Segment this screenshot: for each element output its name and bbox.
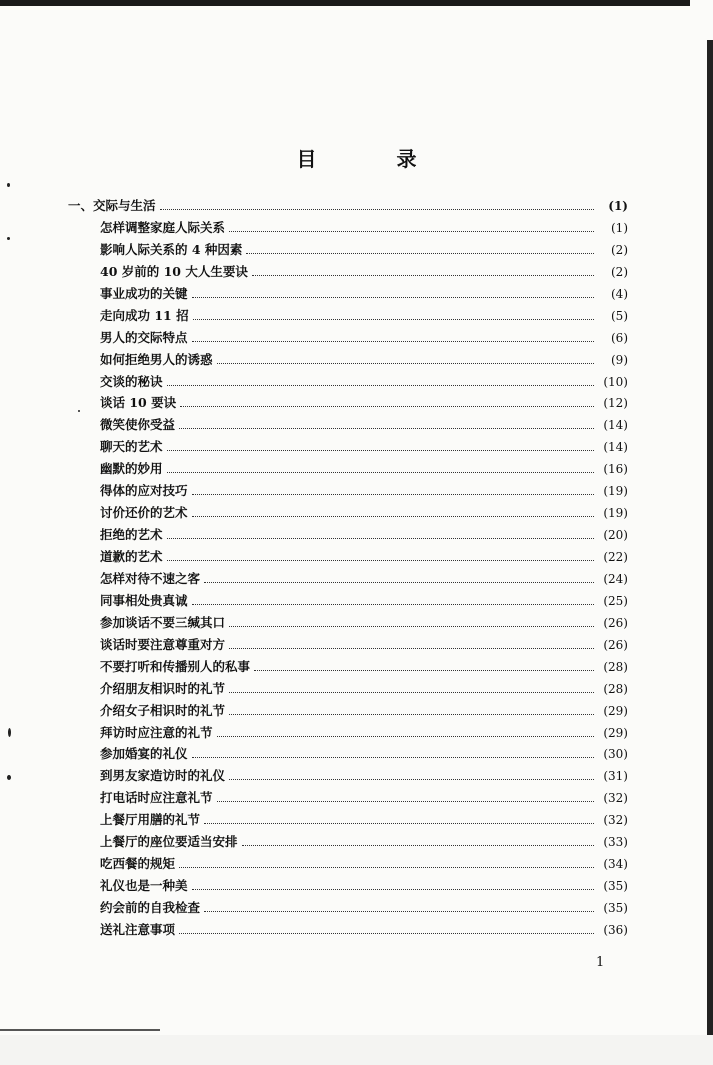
toc-entry[interactable]: [68, 415, 628, 437]
toc-leader-dots: [167, 529, 594, 539]
toc-leader-dots: [229, 705, 594, 715]
toc-entry-label: 讨价还价的艺术: [100, 505, 188, 521]
toc-leader-dots: [204, 815, 594, 825]
toc-section-label: 一、交际与生活: [68, 198, 156, 213]
toc-leader-dots: [167, 551, 594, 561]
scan-border-gap: [707, 0, 713, 40]
toc-leader-dots: [179, 420, 594, 430]
toc-entry-label: 男人的交际特点: [100, 329, 188, 345]
toc-entry[interactable]: [68, 503, 628, 525]
page-folio: 1: [596, 955, 605, 970]
toc-page-number: (36): [603, 922, 628, 937]
toc-leader-dots: [192, 595, 594, 605]
toc-entry[interactable]: [68, 240, 628, 262]
toc-section-heading[interactable]: [68, 196, 628, 218]
toc-page-number: (26): [603, 615, 628, 630]
toc-entry-label: 到男友家造访时的礼仪: [100, 768, 226, 784]
scan-speck: [7, 183, 10, 187]
toc-entry-label: 幽默的妙用: [100, 461, 163, 477]
toc-page-number: (25): [603, 593, 628, 608]
toc-entry-label: 礼仪也是一种美: [100, 878, 188, 894]
toc-entry-label: 交谈的秘诀: [100, 373, 163, 389]
toc-entry-label: 事业成功的关键: [100, 285, 188, 301]
toc-leader-dots: [192, 485, 594, 495]
toc-entry-label: 怎样调整家庭人际关系: [100, 219, 226, 235]
toc-entry[interactable]: [68, 766, 628, 788]
toc-entry-label: 上餐厅用膳的礼节: [100, 812, 201, 828]
toc-entry[interactable]: [68, 876, 628, 898]
toc-entry-label: 不要打听和传播别人的私事: [100, 658, 251, 674]
table-of-contents: [68, 196, 628, 942]
toc-entry-label: 谈话时要注意尊重对方: [100, 636, 226, 652]
toc-leader-dots: [229, 222, 594, 232]
toc-page-number: (28): [603, 681, 628, 696]
toc-page-number: (14): [603, 418, 628, 433]
toc-page-number: (20): [603, 528, 628, 543]
toc-page-number: (28): [603, 659, 628, 674]
toc-leader-dots: [180, 398, 594, 408]
toc-entry[interactable]: [68, 854, 628, 876]
toc-leader-dots: [252, 266, 594, 276]
toc-entry-label: 吃西餐的规矩: [100, 856, 176, 872]
toc-entry-label: 参加谈话不要三缄其口: [100, 614, 226, 630]
toc-page-number: (22): [603, 550, 628, 564]
toc-entry-label: 拜访时应注意的礼节: [100, 724, 213, 740]
toc-entry[interactable]: [68, 393, 628, 415]
toc-leader-dots: [217, 727, 594, 737]
toc-entry[interactable]: [68, 372, 628, 394]
toc-leader-dots: [167, 376, 594, 386]
toc-entry[interactable]: [68, 328, 628, 350]
toc-page-number: (10): [603, 374, 628, 389]
toc-entry-label: 谈话 10 要诀: [100, 395, 177, 411]
toc-page-number: (9): [611, 352, 628, 367]
toc-leader-dots: [193, 310, 594, 320]
toc-entry[interactable]: [68, 218, 628, 240]
toc-entry[interactable]: [68, 525, 628, 547]
toc-entry[interactable]: [68, 459, 628, 481]
toc-entry-label: 参加婚宴的礼仪: [100, 746, 188, 762]
toc-leader-dots: [192, 288, 594, 298]
toc-leader-dots: [229, 639, 594, 649]
toc-entry[interactable]: [68, 657, 628, 679]
toc-entry-label: 聊天的艺术: [100, 439, 163, 455]
toc-entry[interactable]: [68, 832, 628, 854]
toc-page-number: (19): [603, 506, 628, 521]
toc-entry[interactable]: [68, 744, 628, 766]
toc-leader-dots: [192, 880, 594, 890]
toc-entry[interactable]: [68, 262, 628, 284]
toc-leader-dots: [179, 858, 594, 868]
toc-page-number: (35): [603, 879, 628, 894]
toc-page-number: (31): [603, 769, 628, 784]
toc-leader-dots: [229, 771, 594, 781]
toc-page-number: (16): [603, 462, 628, 477]
toc-leader-dots: [192, 749, 594, 759]
toc-entry[interactable]: [68, 481, 628, 503]
toc-leader-dots: [192, 507, 594, 517]
toc-page-number: (2): [611, 264, 628, 279]
scan-border-top: [0, 0, 690, 6]
toc-entry[interactable]: [68, 547, 628, 569]
toc-leader-dots: [229, 683, 594, 693]
toc-entry-label: 送礼注意事项: [100, 921, 176, 937]
toc-leader-dots: [246, 244, 594, 254]
toc-leader-dots: [192, 332, 594, 342]
toc-page-number: (1): [608, 199, 628, 213]
toc-entry[interactable]: [68, 306, 628, 328]
toc-leader-dots: [167, 464, 594, 474]
toc-entry[interactable]: [68, 635, 628, 657]
toc-leader-dots: [217, 354, 594, 364]
toc-entry-label: 微笑使你受益: [100, 417, 176, 433]
scan-speck: [7, 237, 10, 240]
toc-leader-dots: [204, 573, 594, 583]
toc-entry[interactable]: [68, 679, 628, 701]
toc-entry[interactable]: [68, 920, 628, 942]
toc-entry-list: [68, 218, 628, 942]
scan-speck: [7, 775, 11, 780]
toc-entry[interactable]: [68, 788, 628, 810]
toc-leader-dots: [160, 200, 594, 210]
toc-entry[interactable]: [68, 569, 628, 591]
toc-entry-label: 影响人际关系的 4 种因素: [100, 241, 243, 257]
toc-page-number: (2): [611, 242, 628, 257]
toc-entry[interactable]: [68, 350, 628, 372]
toc-entry[interactable]: [68, 898, 628, 920]
toc-page-number: (26): [603, 637, 628, 652]
toc-leader-dots: [242, 836, 594, 846]
page-title: 目 录: [296, 147, 447, 171]
toc-entry-label: 道歉的艺术: [100, 549, 163, 564]
toc-leader-dots: [204, 902, 594, 912]
toc-entry[interactable]: [68, 723, 628, 745]
toc-entry-label: 约会前的自我检查: [100, 900, 201, 915]
toc-page-number: (32): [603, 791, 628, 806]
scan-bottom-area: [0, 1035, 713, 1065]
toc-page-number: (5): [611, 308, 628, 323]
toc-page-number: (12): [603, 396, 628, 411]
scan-speck: [8, 728, 11, 737]
toc-page-number: (34): [603, 857, 628, 872]
toc-entry-label: 同事相处贵真诚: [100, 592, 188, 608]
toc-entry-label: 40 岁前的 10 大人生要诀: [100, 263, 248, 279]
toc-page-number: (1): [611, 220, 628, 235]
toc-page-number: (29): [603, 703, 628, 718]
toc-page-number: (30): [603, 747, 628, 762]
toc-page-number: (32): [603, 813, 628, 828]
toc-entry-label: 拒绝的艺术: [100, 527, 163, 543]
toc-entry[interactable]: [68, 591, 628, 613]
toc-entry[interactable]: [68, 810, 628, 832]
toc-entry-label: 怎样对待不速之客: [100, 570, 201, 586]
toc-page-number: (19): [603, 484, 628, 499]
toc-entry-label: 介绍女子相识时的礼节: [100, 702, 226, 718]
toc-page-number: (29): [603, 725, 628, 740]
toc-page-number: (33): [603, 835, 628, 850]
toc-entry-label: 如何拒绝男人的诱惑: [100, 351, 213, 367]
toc-entry[interactable]: [68, 701, 628, 723]
toc-page-number: (4): [611, 286, 628, 301]
toc-leader-dots: [217, 793, 594, 803]
toc-leader-dots: [179, 924, 594, 934]
scan-border-bottom: [0, 1029, 160, 1031]
toc-entry[interactable]: [68, 613, 628, 635]
toc-entry-label: 得体的应对技巧: [100, 483, 188, 499]
toc-page-number: (35): [603, 901, 628, 915]
toc-leader-dots: [254, 661, 594, 671]
toc-page-number: (24): [603, 571, 628, 586]
toc-entry-label: 上餐厅的座位要适当安排: [100, 834, 238, 850]
toc-page-number: (6): [611, 330, 628, 345]
toc-leader-dots: [229, 617, 594, 627]
toc-entry-label: 介绍朋友相识时的礼节: [100, 680, 226, 696]
toc-leader-dots: [167, 442, 594, 452]
toc-entry[interactable]: [68, 284, 628, 306]
toc-page-number: (14): [603, 440, 628, 455]
toc-entry-label: 走向成功 11 招: [100, 307, 189, 323]
toc-entry-label: 打电话时应注意礼节: [100, 790, 213, 806]
toc-entry[interactable]: [68, 437, 628, 459]
